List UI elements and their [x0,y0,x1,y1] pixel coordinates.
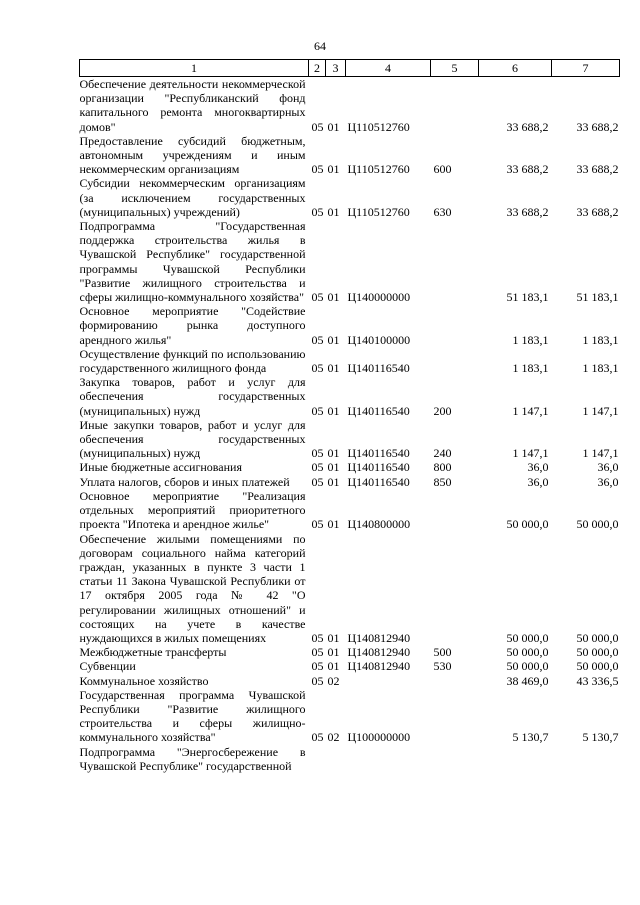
row-expense-type: 600 [433,162,452,177]
row-amount-year2: 50 000,0 [576,659,619,674]
row-target-code: Ц140812940 [347,659,411,674]
row-expense-type [431,532,479,646]
row-section: 05 [311,446,324,461]
header-col-5: 5 [431,60,479,77]
row-target-code: Ц140800000 [347,517,411,532]
table-row [80,375,620,418]
row-subsection: 01 [327,403,340,418]
row-section: 05 [311,290,324,305]
row-amount-year1: 36,0 [527,474,549,489]
table-row [80,745,620,773]
row-subsection: 01 [327,446,340,461]
row-section: 05 [311,517,324,532]
row-subsection: 01 [327,474,340,489]
row-name: Основное мероприятие "Содействие формированию рынка доступного арендного жилья" [79,304,306,347]
row-amount-year2: 51 183,1 [576,290,619,305]
row-amount-year1: 51 183,1 [506,290,549,305]
table-row [80,659,620,673]
row-subsection: 01 [327,204,340,219]
row-amount-year1: 38 469,0 [506,673,549,688]
row-amount-year1: 50 000,0 [506,517,549,532]
row-subsection: 01 [327,630,340,645]
row-amount-year1: 33 688,2 [506,119,549,134]
table-row [80,532,620,646]
row-name: Государственная программа Чувашской Республики "Развитие жилищного строительства и сферы жилищно-коммунального хозяйства" [79,687,306,745]
header-col-3: 3 [326,60,346,77]
row-target-code: Ц140116540 [347,474,410,489]
row-expense-type [431,745,479,773]
row-name: Иные бюджетные ассигнования [79,460,242,475]
row-section: 05 [311,460,324,475]
table-row [80,645,620,659]
row-amount-year2: 33 688,2 [576,204,619,219]
row-section: 05 [311,630,324,645]
row-target-code: Ц140116540 [347,403,410,418]
row-amount-year1: 1 147,1 [512,403,549,418]
row-target-code: Ц140116540 [347,361,410,376]
row-amount-year1: 50 000,0 [506,630,549,645]
row-section: 05 [311,332,324,347]
row-section: 05 [311,659,324,674]
row-expense-type [431,219,479,304]
row-amount-year2: 50 000,0 [576,645,619,660]
row-name: Основное мероприятие "Реализация отдельных мероприятий приоритетного проекта "Ипотека и арендное жилье" [79,488,306,532]
table-row [80,176,620,219]
row-section: 05 [311,474,324,489]
table-row [80,460,620,474]
row-name: Подпрограмма "Энергосбережение в Чувашской Республике" государственной [79,744,306,773]
row-target-code: Ц110512760 [347,162,410,177]
row-target-code: Ц140116540 [347,460,410,475]
row-section [309,745,326,773]
header-col-1: 1 [80,60,309,77]
row-amount-year1 [479,745,552,773]
row-section: 05 [311,403,324,418]
row-subsection: 01 [327,290,340,305]
row-subsection: 01 [327,332,340,347]
row-expense-type [431,347,479,375]
row-section: 05 [311,673,324,688]
row-subsection [326,745,346,773]
row-amount-year1: 33 688,2 [506,162,549,177]
row-amount-year2: 50 000,0 [576,517,619,532]
row-subsection: 01 [327,361,340,376]
table-row [80,475,620,489]
row-subsection: 01 [327,162,340,177]
row-amount-year2: 5 130,7 [582,730,619,745]
row-amount-year2: 1 183,1 [582,361,619,376]
row-expense-type: 500 [433,645,452,660]
row-target-code: Ц140116540 [347,446,410,461]
row-name: Предоставление субсидий бюджетным, автономным учреждениям и иным некоммерческим организациям [79,133,306,177]
row-expense-type [431,489,479,532]
table-row [80,77,620,134]
row-expense-type: 200 [433,403,452,418]
row-amount-year2: 36,0 [597,474,619,489]
row-amount-year2: 1 147,1 [582,446,619,461]
row-expense-type: 850 [433,474,452,489]
header-col-6: 6 [479,60,552,77]
table-row [80,134,620,177]
row-name: Обеспечение деятельности некоммерческой организации "Республиканский фонд капитального ремонта многоквартирных домов" [79,77,306,134]
row-section: 05 [311,730,324,745]
row-section: 05 [311,204,324,219]
row-target-code: Ц140000000 [347,290,411,305]
row-name: Подпрограмма "Государственная поддержка строительства жилья в Чувашской Республике" государственной программы Чувашской Республики "Развитие жилищного строительства и сферы жилищно-коммунального хозяйства" [79,219,306,305]
row-subsection: 01 [327,119,340,134]
row-target-code: Ц140812940 [347,630,411,645]
row-expense-type: 240 [433,446,452,461]
row-target-code: Ц100000000 [347,730,411,745]
row-amount-year1: 36,0 [527,460,549,475]
row-amount-year1: 50 000,0 [506,645,549,660]
row-section: 05 [311,119,324,134]
table-body [80,77,620,773]
row-expense-type: 530 [433,659,452,674]
header-col-4: 4 [346,60,431,77]
row-name: Уплата налогов, сборов и иных платежей [79,474,290,489]
row-subsection: 02 [327,673,340,688]
row-target-code [346,674,431,688]
row-name: Субсидии некоммерческим организациям (за исключением государственных (муниципальных) учреждений) [79,176,306,219]
row-name: Иные закупки товаров, работ и услуг для обеспечения государственных (муниципальных) нужд [79,417,306,461]
row-name: Закупка товаров, работ и услуг для обеспечения государственных (муниципальных) нужд [79,375,306,418]
row-target-code: Ц140100000 [347,332,411,347]
page-number: 64 [314,39,326,53]
row-amount-year2: 1 147,1 [582,403,619,418]
row-amount-year2: 33 688,2 [576,119,619,134]
budget-table [79,59,620,773]
row-expense-type [431,674,479,688]
row-name: Межбюджетные трансферты [79,645,227,660]
table-row [80,347,620,375]
header-row [80,60,620,77]
header-col-7: 7 [552,60,620,77]
row-section: 05 [311,162,324,177]
row-expense-type [431,77,479,134]
row-amount-year1: 1 183,1 [512,332,549,347]
row-subsection: 01 [327,517,340,532]
row-amount-year2: 1 183,1 [582,332,619,347]
row-expense-type: 800 [433,460,452,475]
row-subsection: 01 [327,460,340,475]
row-expense-type [431,304,479,347]
row-amount-year1: 33 688,2 [506,204,549,219]
header-col-2: 2 [309,60,326,77]
row-amount-year2: 36,0 [597,460,619,475]
table-row [80,304,620,347]
row-amount-year2 [552,745,620,773]
row-name: Коммунальное хозяйство [79,673,209,688]
row-amount-year1: 5 130,7 [512,730,549,745]
row-target-code: Ц140812940 [347,645,411,660]
row-name: Субвенции [79,659,136,674]
row-subsection: 02 [327,730,340,745]
row-amount-year1: 50 000,0 [506,659,549,674]
row-amount-year2: 33 688,2 [576,162,619,177]
row-expense-type [431,688,479,745]
row-target-code: Ц110512760 [347,204,410,219]
row-target-code [346,745,431,773]
row-amount-year1: 1 183,1 [512,361,549,376]
table-row [80,418,620,461]
table-row [80,219,620,304]
row-subsection: 01 [327,659,340,674]
row-amount-year1: 1 147,1 [512,446,549,461]
row-section: 05 [311,361,324,376]
row-section: 05 [311,645,324,660]
row-name: Обеспечение жилыми помещениями по договорам социального найма категорий граждан, указанных в пункте 3 части 1 статьи 11 Закона Чувашской Республики от 17 октября 2005 года № 42 "О регулировании жилищных отношений" и состоящих на учете в качестве нуждающихся в жилых помещениях [79,531,306,645]
row-amount-year2: 43 336,5 [576,673,619,688]
row-expense-type: 630 [433,204,452,219]
row-name: Осуществление функций по использованию государственного жилищного фонда [79,346,306,376]
table-row [80,489,620,532]
table-row [80,674,620,688]
row-amount-year2: 50 000,0 [576,630,619,645]
row-subsection: 01 [327,645,340,660]
row-target-code: Ц110512760 [347,119,410,134]
table-row [80,688,620,745]
